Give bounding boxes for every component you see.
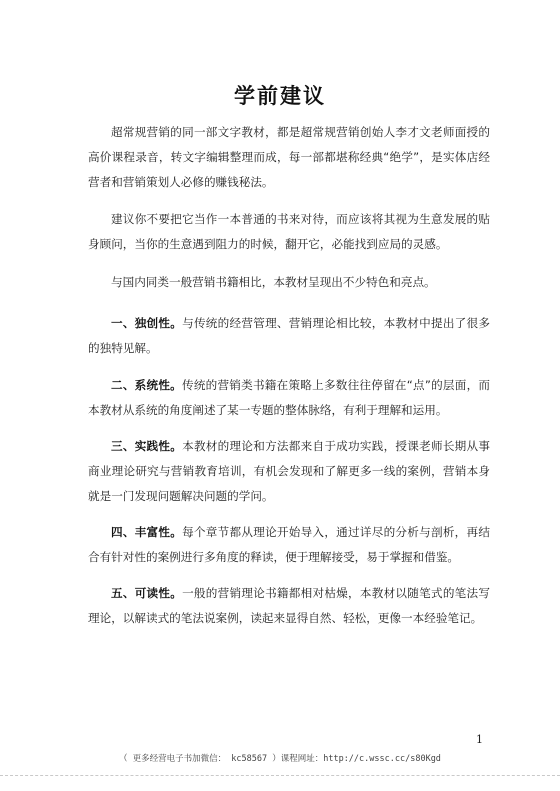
feature-heading: 三、实践性。 (111, 439, 183, 453)
advice-paragraph (88, 207, 490, 257)
feature-heading: 五、可读性。 (111, 586, 183, 600)
feature-practical (88, 434, 490, 509)
feature-text: 一般的营销理论书籍都相对枯燥，本教材以随笔式的笔法写理论，以解读式的笔法说案例，读起来显得自然、轻松，更像一本经验笔记。 (88, 586, 490, 625)
feature-text: 传统的营销类书籍在策略上多数往往停留在“点”的层面，而本教材从系统的角度阐述了某一专题的整体脉络，有利于理解和运用。 (88, 378, 490, 417)
comparison-paragraph (88, 270, 490, 295)
feature-heading: 二、系统性。 (111, 378, 182, 392)
feature-text: 每个章节都从理论开始导入，通过详尽的分析与剖析，再结合有针对性的案例进行多角度的释读，便于理解接受，易于掌握和借鉴。 (88, 525, 490, 564)
feature-richness (88, 520, 490, 570)
feature-readability (88, 581, 490, 631)
footer-note: （ 更多经营电子书加微信： kc58567 ）课程网址：http://c.wssc.cc/s80Kgd (119, 754, 441, 764)
feature-originality (88, 311, 490, 361)
paragraph-text: 建议你不要把它当作一本普通的书来对待，而应该将其视为生意发展的贴身顾问，当你的生意遇到阻力的时候，翻开它，必能找到应局的灵感。 (88, 212, 490, 251)
intro-paragraph (88, 120, 490, 195)
feature-heading: 一、独创性。 (111, 316, 183, 330)
paragraph-text: 与国内同类一般营销书籍相比，本教材呈现出不少特色和亮点。 (111, 275, 436, 289)
feature-text: 与传统的经营管理、营销理论相比较，本教材中提出了很多的独特见解。 (88, 316, 490, 355)
page-title: 学前建议 (234, 84, 326, 108)
scan-edge-divider (0, 775, 560, 776)
feature-heading: 四、丰富性。 (111, 525, 183, 539)
feature-systematic (88, 373, 490, 423)
page-number: 1 (476, 733, 483, 746)
feature-text: 本教材的理论和方法都来自于成功实践，授课老师长期从事商业理论研究与营销教育培训，有机会发现和了解更多一线的案例，营销本身就是一门发现问题解决问题的学问。 (88, 439, 490, 503)
paragraph-text: 超常规营销的同一部文字教材，都是超常规营销创始人李才文老师面授的高价课程录音，转文字编辑整理而成，每一部都堪称经典“绝学”，是实体店经营者和营销策划人必修的赚钱秘法。 (88, 125, 490, 189)
